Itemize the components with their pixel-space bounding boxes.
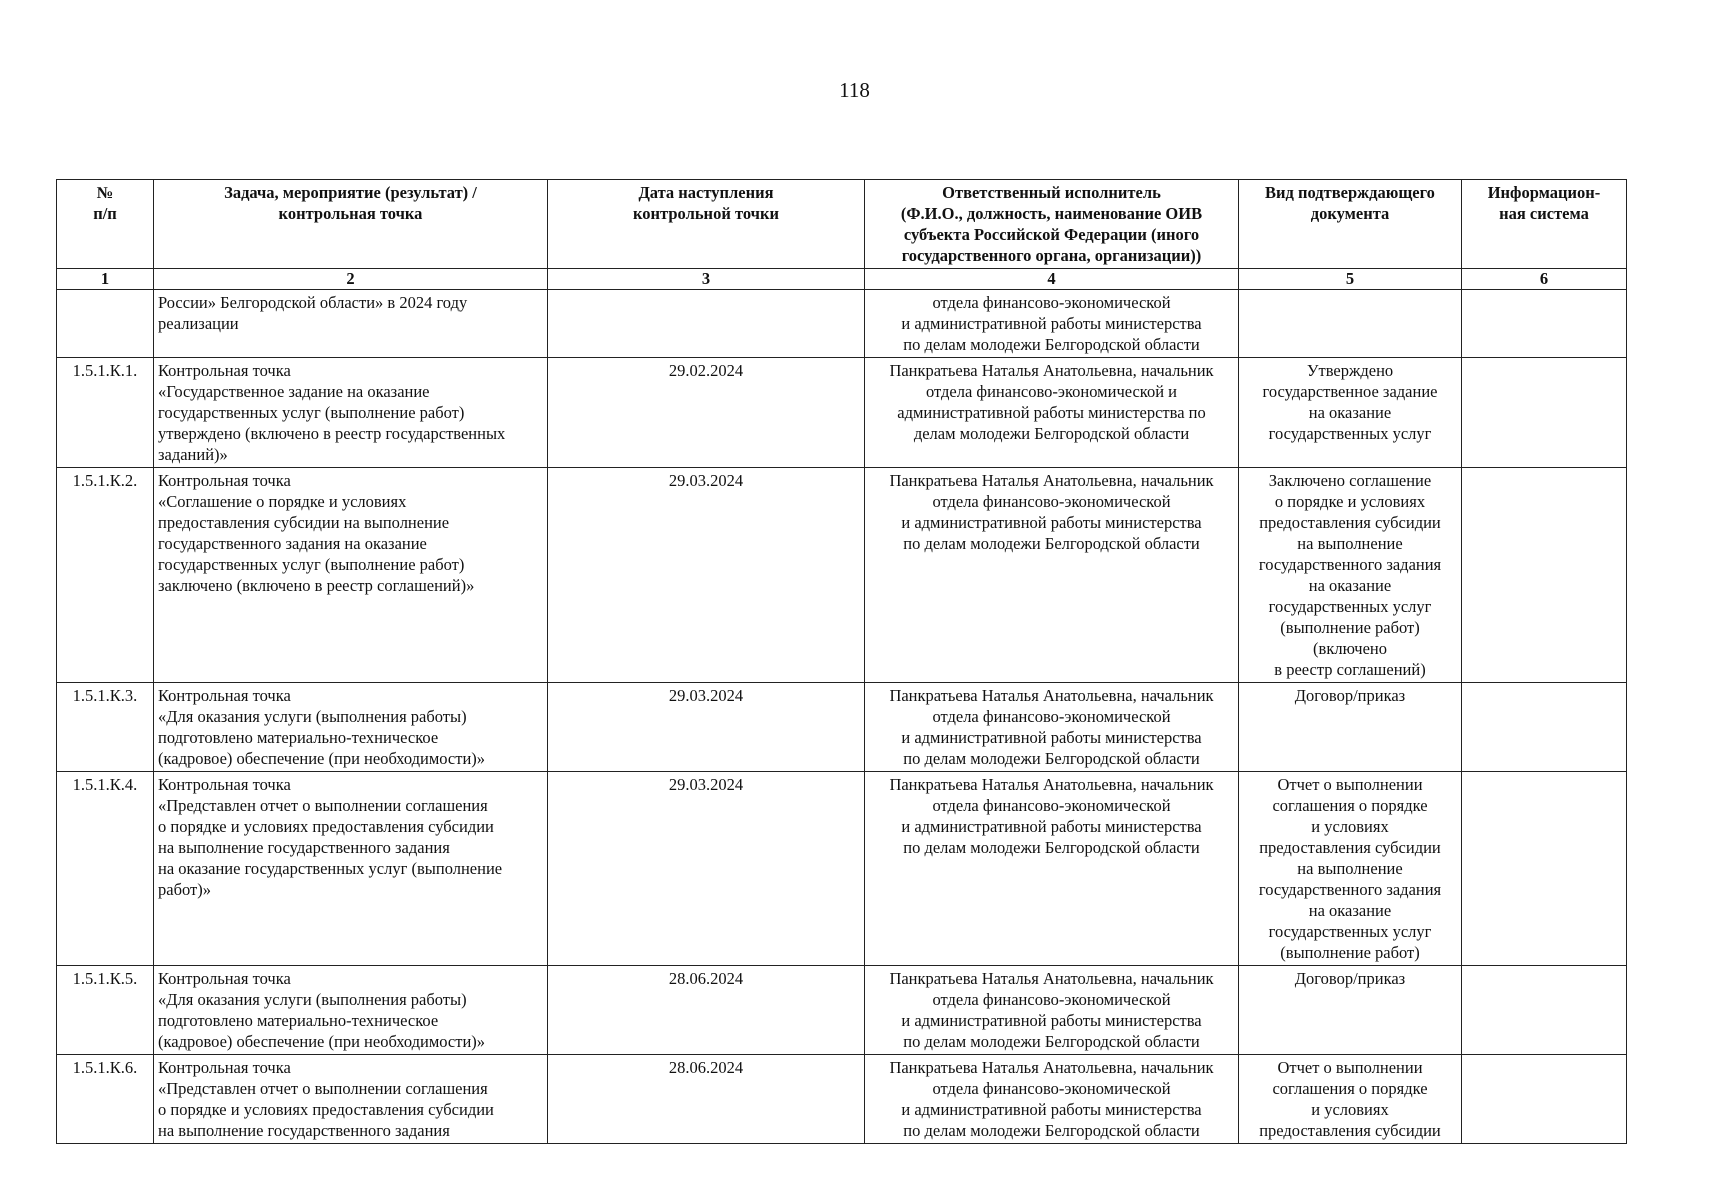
page-number: 118 [839, 78, 870, 102]
row-date: 28.06.2024 [548, 966, 865, 1055]
row-system [1462, 683, 1627, 772]
row-document: Отчет о выполнении соглашения о порядке и условиях предоставления субсидии на выполнение государственного задания на оказание государственных услуг (выполнение работ) [1239, 772, 1462, 966]
row-responsible: Панкратьева Наталья Анатольевна, начальник отдела финансово-экономической и административной работы министерства по делам молодежи Белгородской области [865, 1055, 1239, 1144]
row-document [1239, 290, 1462, 358]
column-number: 3 [548, 269, 865, 290]
column-number: 4 [865, 269, 1239, 290]
column-number: 2 [154, 269, 548, 290]
row-responsible: отдела финансово-экономической и административной работы министерства по делам молодежи Белгородской области [865, 290, 1239, 358]
row-number: 1.5.1.К.6. [57, 1055, 154, 1144]
row-document: Утверждено государственное задание на оказание государственных услуг [1239, 358, 1462, 468]
table-row [57, 468, 1627, 683]
row-document: Заключено соглашение о порядке и условиях предоставления субсидии на выполнение государственного задания на оказание государственных услуг (выполнение работ) (включено в реестр соглашений) [1239, 468, 1462, 683]
row-date: 29.03.2024 [548, 468, 865, 683]
row-task: Контрольная точка «Представлен отчет о выполнении соглашения о порядке и условиях предоставления субсидии на выполнение государственного задания на оказание государственных услуг (выполнение работ)» [154, 772, 548, 966]
header-date: Дата наступления контрольной точки [548, 180, 865, 269]
row-task: Контрольная точка «Для оказания услуги (выполнения работы) подготовлено материально-техническое (кадровое) обеспечение (при необходимости)» [154, 683, 548, 772]
row-date [548, 290, 865, 358]
header-row [57, 180, 1627, 269]
column-number-row [57, 269, 1627, 290]
row-number: 1.5.1.К.1. [57, 358, 154, 468]
row-system [1462, 358, 1627, 468]
column-number: 1 [57, 269, 154, 290]
table-row [57, 966, 1627, 1055]
row-date: 29.02.2024 [548, 358, 865, 468]
header-number: № п/п [57, 180, 154, 269]
table-row [57, 683, 1627, 772]
header-task: Задача, мероприятие (результат) / контрольная точка [154, 180, 548, 269]
row-date: 28.06.2024 [548, 1055, 865, 1144]
row-document: Договор/приказ [1239, 683, 1462, 772]
control-points-table [56, 179, 1627, 1144]
column-number: 5 [1239, 269, 1462, 290]
header-system: Информацион- ная система [1462, 180, 1627, 269]
header-responsible: Ответственный исполнитель (Ф.И.О., должность, наименование ОИВ субъекта Российской Федерации (иного государственного органа, организации)) [865, 180, 1239, 269]
row-document: Договор/приказ [1239, 966, 1462, 1055]
row-number: 1.5.1.К.2. [57, 468, 154, 683]
row-system [1462, 966, 1627, 1055]
row-task: Контрольная точка «Для оказания услуги (выполнения работы) подготовлено материально-техническое (кадровое) обеспечение (при необходимости)» [154, 966, 548, 1055]
row-task: Контрольная точка «Представлен отчет о выполнении соглашения о порядке и условиях предоставления субсидии на выполнение государственного задания [154, 1055, 548, 1144]
row-number: 1.5.1.К.5. [57, 966, 154, 1055]
row-document: Отчет о выполнении соглашения о порядке и условиях предоставления субсидии [1239, 1055, 1462, 1144]
row-responsible: Панкратьева Наталья Анатольевна, начальник отдела финансово-экономической и административной работы министерства по делам молодежи Белгородской области [865, 468, 1239, 683]
table-row [57, 290, 1627, 358]
row-responsible: Панкратьева Наталья Анатольевна, начальник отдела финансово-экономической и административной работы министерства по делам молодежи Белгородской области [865, 966, 1239, 1055]
row-date: 29.03.2024 [548, 772, 865, 966]
row-system [1462, 468, 1627, 683]
row-system [1462, 290, 1627, 358]
row-responsible: Панкратьева Наталья Анатольевна, начальник отдела финансово-экономической и административной работы министерства по делам молодежи Белгородской области [865, 683, 1239, 772]
row-system [1462, 1055, 1627, 1144]
row-number [57, 290, 154, 358]
row-responsible: Панкратьева Наталья Анатольевна, начальник отдела финансово-экономической и административной работы министерства по делам молодежи Белгородской области [865, 358, 1239, 468]
row-responsible: Панкратьева Наталья Анатольевна, начальник отдела финансово-экономической и административной работы министерства по делам молодежи Белгородской области [865, 772, 1239, 966]
row-task: России» Белгородской области» в 2024 году реализации [154, 290, 548, 358]
row-task: Контрольная точка «Государственное задание на оказание государственных услуг (выполнение работ) утверждено (включено в реестр государственных заданий)» [154, 358, 548, 468]
row-date: 29.03.2024 [548, 683, 865, 772]
table-row [57, 358, 1627, 468]
header-document: Вид подтверждающего документа [1239, 180, 1462, 269]
column-number: 6 [1462, 269, 1627, 290]
row-system [1462, 772, 1627, 966]
row-number: 1.5.1.К.4. [57, 772, 154, 966]
row-number: 1.5.1.К.3. [57, 683, 154, 772]
table-row [57, 1055, 1627, 1144]
row-task: Контрольная точка «Соглашение о порядке и условиях предоставления субсидии на выполнение государственного задания на оказание государственных услуг (выполнение работ) заключено (включено в реестр соглашений)» [154, 468, 548, 683]
table-row [57, 772, 1627, 966]
